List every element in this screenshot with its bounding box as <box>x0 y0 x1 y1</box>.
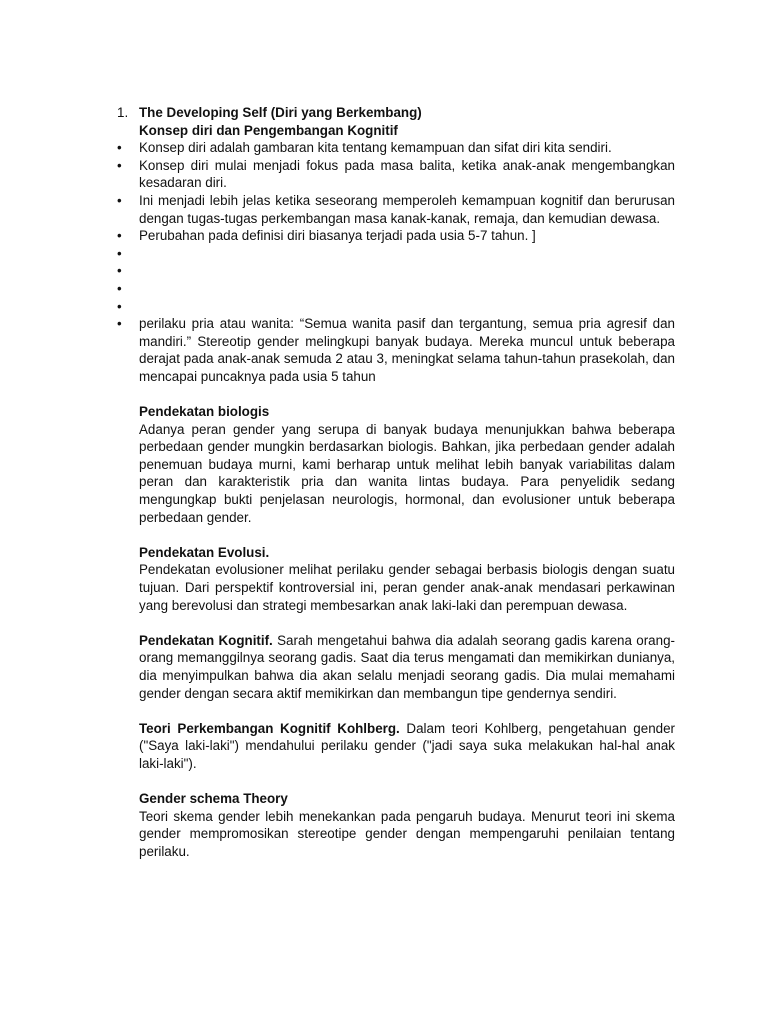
bullet-icon: • <box>117 263 122 279</box>
list-item <box>117 315 675 385</box>
numbered-item <box>117 104 675 122</box>
document-content <box>117 104 675 861</box>
list-item <box>117 139 675 157</box>
bullet-icon: • <box>117 298 122 314</box>
list-item <box>117 245 675 263</box>
bullet-list <box>117 139 675 385</box>
list-item <box>117 280 675 298</box>
section-biologis <box>139 403 675 526</box>
list-item <box>117 192 675 227</box>
item-title: The Developing Self (Diri yang Berkembang) <box>139 105 422 120</box>
section-evolusi <box>139 544 675 614</box>
bullet-text: Konsep diri adalah gambaran kita tentang kemampuan dan sifat diri kita sendiri. <box>139 140 612 156</box>
bullet-icon: • <box>117 140 122 156</box>
bullet-icon: • <box>117 280 122 296</box>
bullet-icon: • <box>117 157 122 173</box>
bullet-text: perilaku pria atau wanita: “Semua wanita pasif dan tergantung, semua pria agresif dan mandiri.” Stereotip gender melingkupi banyak budaya. Mereka muncul untuk beberapa derajat pada anak-anak semuda 2 atau 3, meningkat selama tahun-tahun prasekolah, dan mencapai puncaknya pada usia 5 tahun <box>139 316 675 384</box>
bullet-icon: • <box>117 316 122 332</box>
list-item <box>117 227 675 245</box>
bullet-icon: • <box>117 228 122 244</box>
list-number: 1. <box>117 105 129 120</box>
section-body: Sarah mengetahui bahwa dia adalah seorang gadis karena orang-orang memanggilnya seorang gadis. Saat dia terus mengamati dan memikirkan dunianya, dia menyimpulkan bahwa dia akan selalu menjadi seorang gadis. Dia mulai memahami gender dengan secara aktif memikirkan dan membangun tipe gendernya sendiri. <box>139 632 675 701</box>
bullet-icon: • <box>117 245 122 261</box>
section-heading: Gender schema Theory <box>139 791 288 807</box>
list-item <box>117 298 675 316</box>
bullet-text: Konsep diri mulai menjadi fokus pada masa balita, ketika anak-anak mengembangkan kesadaran diri. <box>139 157 675 191</box>
section-gender-schema <box>139 790 675 860</box>
bullet-text: Perubahan pada definisi diri biasanya terjadi pada usia 5-7 tahun. ] <box>139 228 536 244</box>
item-subtitle: Konsep diri dan Pengembangan Kognitif <box>139 122 398 138</box>
section-body: Dalam teori Kohlberg, pengetahuan gender ("Saya laki-laki") mendahului perilaku gender ("jadi saya suka melakukan hal-hal anak laki-laki"). <box>139 720 675 771</box>
bullet-icon: • <box>117 192 122 208</box>
section-heading: Pendekatan Evolusi. <box>139 544 270 560</box>
list-item <box>117 262 675 280</box>
section-body: Teori skema gender lebih menekankan pada pengaruh budaya. Menurut teori ini skema gender mempromosikan stereotipe gender dengan mempengaruhi penilaian tentang perilaku. <box>139 808 675 859</box>
subtitle-row <box>117 122 675 140</box>
bullet-text: Ini menjadi lebih jelas ketika seseorang memperoleh kemampuan kognitif dan berurusan dengan tugas-tugas perkembangan masa kanak-kanak, remaja, dan kemudian dewasa. <box>139 192 675 226</box>
section-body: Pendekatan evolusioner melihat perilaku gender sebagai berbasis biologis dengan suatu tujuan. Dari perspektif kontroversial ini, peran gender anak-anak mendasari perkawinan yang berevolusi dan strategi membesarkan anak laki-laki dan perempuan dewasa. <box>139 562 675 613</box>
section-heading: Pendekatan biologis <box>139 404 270 420</box>
section-kognitif <box>139 632 675 702</box>
section-kohlberg <box>139 720 675 773</box>
section-heading: Pendekatan Kognitif. <box>139 632 273 648</box>
section-body: Adanya peran gender yang serupa di banyak budaya menunjukkan bahwa beberapa perbedaan gender mungkin berdasarkan biologis. Bahkan, jika perbedaan gender adalah penemuan budaya murni, kami berharap untuk melihat lebih banyak variabilitas dalam peran dan karakteristik pria dan wanita lintas budaya. Para penyelidik sedang mengungkap bukti penjelasan neurologis, hormonal, dan evolusioner untuk beberapa perbedaan gender. <box>139 421 675 525</box>
section-heading: Teori Perkembangan Kognitif Kohlberg. <box>139 720 400 736</box>
list-item <box>117 157 675 192</box>
